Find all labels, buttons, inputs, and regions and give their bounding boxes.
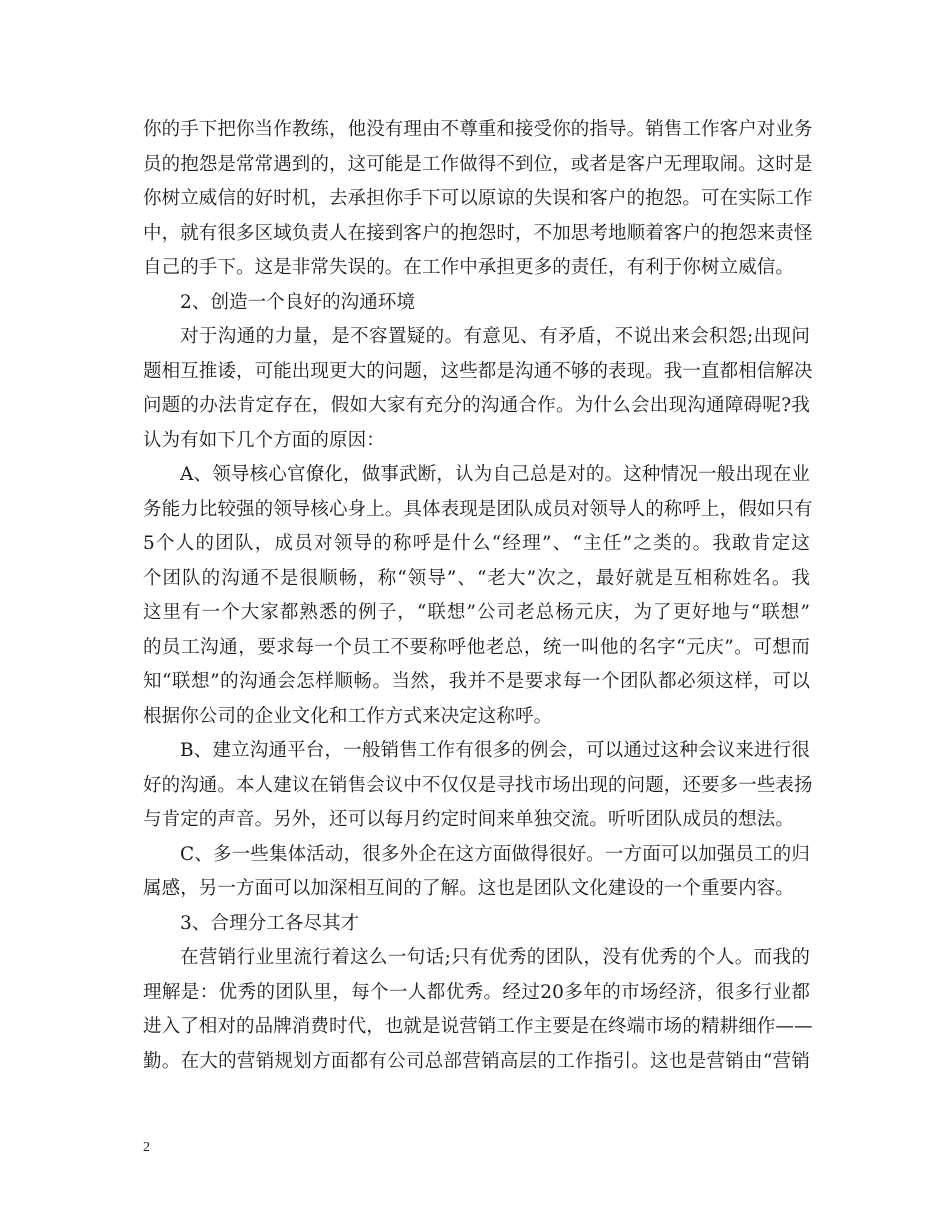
text-line: 自己的手下。这是非常失误的。在工作中承担更多的责任，有利于你树立威信。 xyxy=(143,257,795,278)
page-number: 2 xyxy=(143,1140,150,1155)
text-line: 根据你公司的企业文化和工作方式来决定这称呼。 xyxy=(143,705,553,727)
text-line: 员的抱怨是常常遇到的，这可能是工作做得不到位，或者是客户无理取闹。这时是 xyxy=(143,153,813,175)
text-line: 好的沟通。本人建议在销售会议中不仅仅是寻找市场出现的问题，还要多一些表扬 xyxy=(143,774,813,796)
text-line: B、建立沟通平台，一般销售工作有很多的例会，可以通过这种会议来进行很 xyxy=(180,740,810,761)
text-line: 你的手下把你当作教练，他没有理由不尊重和接受你的指导。销售工作客户对业务 xyxy=(143,119,813,140)
text-line: A、领导核心官僚化，做事武断，认为自己总是对的。这种情况一般出现在业 xyxy=(180,464,810,485)
text-line: 认为有如下几个方面的原因： xyxy=(143,429,385,451)
text-line: 与肯定的声音。另外，还可以每月约定时间来单独交流。听听团队成员的想法。 xyxy=(143,809,795,830)
text-line: 对于沟通的力量，是不容置疑的。有意见、有矛盾，不说出来会积怨;出现问 xyxy=(180,326,810,347)
text-line: 进入了相对的品牌消费时代，也就是说营销工作主要是在终端市场的精耕细作—— xyxy=(143,1016,813,1037)
text-line: 属感，另一方面可以加深相互间的了解。这也是团队文化建设的一个重要内容。 xyxy=(143,878,795,899)
text-line: 理解是：优秀的团队里，每个一人都优秀。经过20多年的市场经济，很多行业都 xyxy=(143,981,810,1003)
text-line: 题相互推诿，可能出现更大的问题，这些都是沟通不够的表现。我一直都相信解决 xyxy=(143,360,813,382)
text-line: 的员工沟通，要求每一个员工不要称呼他老总，统一叫他的名字“元庆”。可想而 xyxy=(143,636,810,658)
text-line: 在营销行业里流行着这么一句话;只有优秀的团队，没有优秀的个人。而我的 xyxy=(180,947,810,968)
text-line: 你树立威信的好时机，去承担你手下可以原谅的失误和客户的抱怨。可在实际工作 xyxy=(143,188,813,209)
text-line: 务能力比较强的领导核心身上。具体表现是团队成员对领导人的称呼上，假如只有 xyxy=(143,498,813,520)
text-line: 勤。在大的营销规划方面都有公司总部营销高层的工作指引。这也是营销由“营销 xyxy=(143,1050,810,1072)
text-line: 知“联想”的沟通会怎样顺畅。当然，我并不是要求每一个团队都必须这样，可以 xyxy=(143,671,810,692)
text-line: 问题的办法肯定存在，假如大家有充分的沟通合作。为什么会出现沟通障碍呢?我 xyxy=(143,395,810,416)
text-line: 这里有一个大家都熟悉的例子，“联想”公司老总杨元庆，为了更好地与“联想” xyxy=(143,602,810,623)
text-line: 个团队的沟通不是很顺畅，称“领导”、“老大”次之，最好就是互相称姓名。我 xyxy=(143,567,810,589)
text-line: 2、创造一个良好的沟通环境 xyxy=(180,291,416,313)
text-line: C、多一些集体活动，很多外企在这方面做得很好。一方面可以加强员工的归 xyxy=(180,843,810,865)
text-line: 中，就有很多区域负责人在接到客户的抱怨时，不加思考地顺着客户的抱怨来责怪 xyxy=(143,222,813,244)
text-line: 5个人的团队，成员对领导的称呼是什么“经理”、“主任”之类的。我敢肯定这 xyxy=(143,533,810,554)
document-body xyxy=(143,113,813,1079)
text-line: 3、合理分工各尽其才 xyxy=(180,912,360,934)
